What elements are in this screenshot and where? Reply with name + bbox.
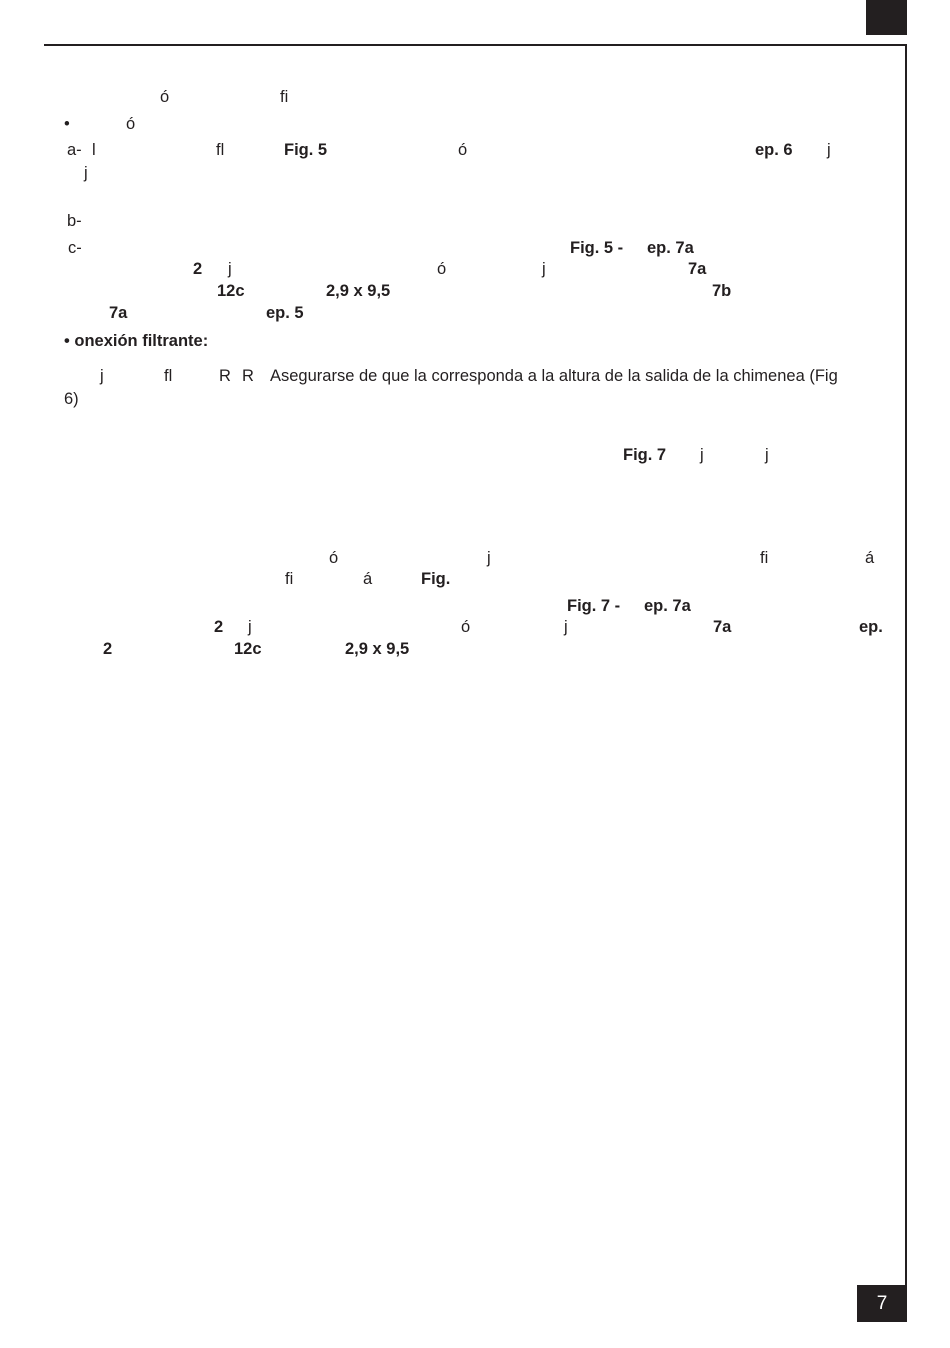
text-fragment: Fig. 5 -	[570, 239, 624, 257]
text-fragment: • onexión filtrante:	[64, 332, 209, 350]
text-fragment: fi	[285, 570, 294, 588]
text-fragment: fl	[216, 141, 225, 159]
text-fragment: 7b	[712, 282, 732, 300]
text-fragment: 2	[103, 640, 113, 658]
margin-rule	[905, 44, 907, 1322]
text-fragment: Asegurarse de que la corresponda a la altura de la salida de la chimenea (Fig	[270, 367, 838, 385]
text-fragment: 12c	[217, 282, 245, 300]
text-fragment: ó	[461, 618, 471, 636]
text-fragment: 2,9 x 9,5	[345, 640, 410, 658]
text-fragment: c-	[68, 239, 82, 257]
text-fragment: fi	[760, 549, 769, 567]
text-fragment: 7a	[688, 260, 707, 278]
text-fragment: Fig. 7	[623, 446, 667, 464]
text-fragment: j	[84, 164, 88, 182]
text-fragment: Fig.	[421, 570, 451, 588]
text-fragment: á	[363, 570, 373, 588]
text-fragment: j	[564, 618, 568, 636]
text-fragment: j	[248, 618, 252, 636]
text-fragment: á	[865, 549, 875, 567]
text-fragment: 7a	[109, 304, 128, 322]
text-fragment: j	[487, 549, 491, 567]
text-fragment: ó	[437, 260, 447, 278]
text-fragment: ep. 6	[755, 141, 793, 159]
text-fragment: 2	[193, 260, 203, 278]
text-fragment: 2	[214, 618, 224, 636]
text-fragment: •	[64, 115, 70, 133]
header-rule	[44, 44, 907, 46]
text-fragment: 6)	[64, 390, 79, 408]
page-number: 7	[857, 1285, 907, 1322]
text-fragment: 12c	[234, 640, 262, 658]
text-fragment: ó	[126, 115, 136, 133]
text-fragment: 7a	[713, 618, 732, 636]
text-fragment: j	[228, 260, 232, 278]
text-fragment: ep.	[859, 618, 883, 636]
text-fragment: R	[242, 367, 254, 385]
text-fragment: j	[542, 260, 546, 278]
text-fragment: 2,9 x 9,5	[326, 282, 391, 300]
text-fragment: j	[765, 446, 769, 464]
text-fragment: fi	[280, 88, 289, 106]
text-fragment: ep. 5	[266, 304, 304, 322]
text-fragment: ó	[458, 141, 468, 159]
text-fragment: ó	[329, 549, 339, 567]
text-fragment: b-	[67, 212, 82, 230]
text-fragment: Fig. 5	[284, 141, 328, 159]
text-fragment: a-	[67, 141, 82, 159]
text-fragment: j	[827, 141, 831, 159]
text-fragment: j	[700, 446, 704, 464]
text-fragment: ep. 7a	[647, 239, 694, 257]
text-fragment: ó	[160, 88, 170, 106]
text-fragment: l	[92, 141, 96, 159]
corner-block	[866, 0, 907, 35]
text-fragment: R	[219, 367, 231, 385]
text-fragment: fl	[164, 367, 173, 385]
text-fragment: ep. 7a	[644, 597, 691, 615]
text-fragment: Fig. 7 -	[567, 597, 621, 615]
text-fragment: j	[100, 367, 104, 385]
